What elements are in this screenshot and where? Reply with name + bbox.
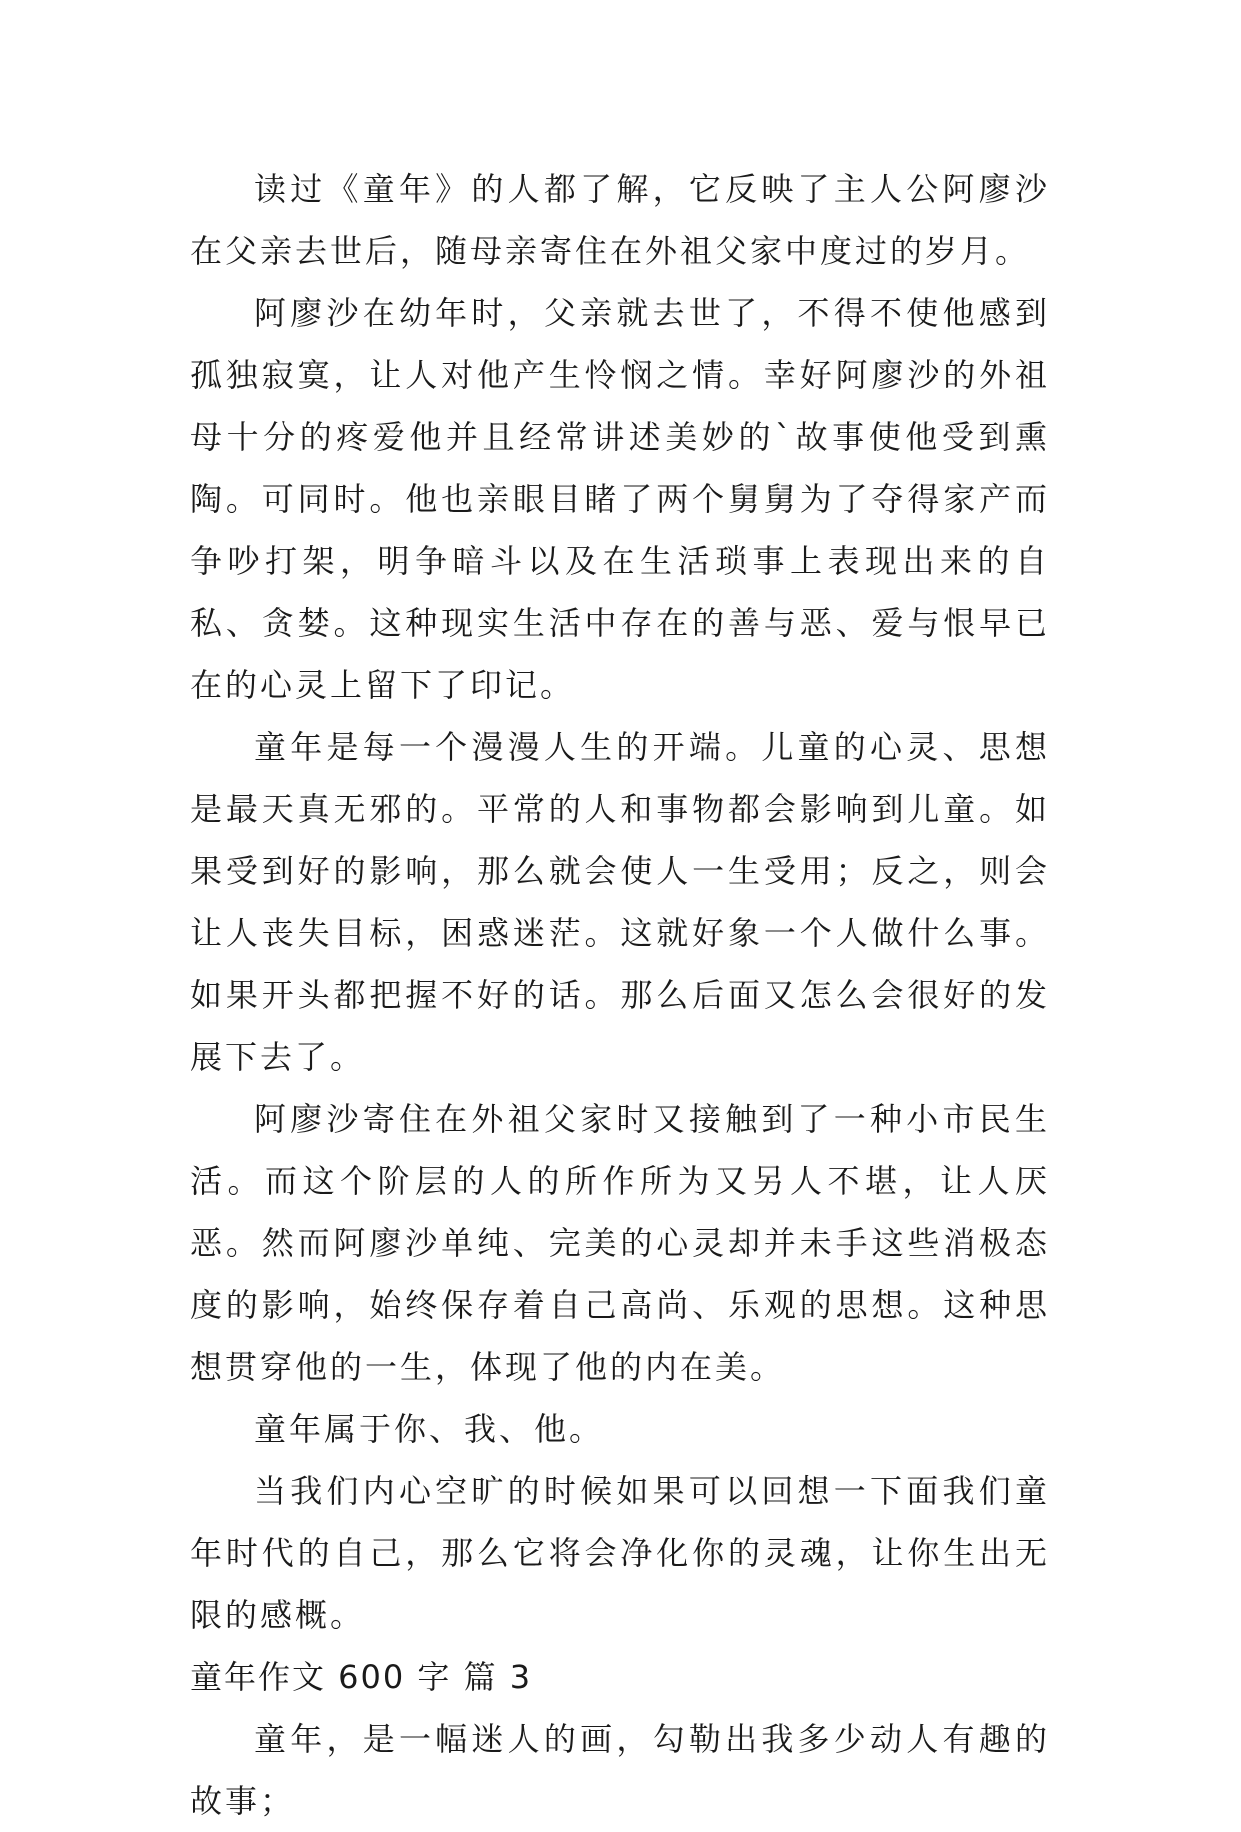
section-heading: 童年作文 600 字 篇 3 [190, 1658, 533, 1696]
paragraph-5: 童年属于你、我、他。 [254, 1410, 605, 1448]
paragraph-1: 读过《童年》的人都了解，它反映了主人公阿廖沙在父亲去世后，随母亲寄住在外祖父家中度过的岁月。 [190, 170, 1050, 270]
document-body [190, 158, 1050, 1832]
paragraph-6: 当我们内心空旷的时候如果可以回想一下面我们童年时代的自己，那么它将会净化你的灵魂，让你生出无限的感概。 [190, 1472, 1050, 1634]
paragraph-2: 阿廖沙在幼年时，父亲就去世了，不得不使他感到孤独寂寞，让人对他产生怜悯之情。幸好阿廖沙的外祖母十分的疼爱他并且经常讲述美妙的`故事使他受到熏陶。可同时。他也亲眼目睹了两个舅舅为了夺得家产而争吵打架，明争暗斗以及在生活琐事上表现出来的自私、贪婪。这种现实生活中存在的善与恶、爱与恨早已在的心灵上留下了印记。 [190, 294, 1050, 704]
paragraph-7: 童年，是一幅迷人的画，勾勒出我多少动人有趣的故事； [190, 1720, 1050, 1820]
paragraph-4: 阿廖沙寄住在外祖父家时又接触到了一种小市民生活。而这个阶层的人的所作所为又另人不堪，让人厌恶。然而阿廖沙单纯、完美的心灵却并未手这些消极态度的影响，始终保存着自己高尚、乐观的思想。这种思想贯穿他的一生，体现了他的内在美。 [190, 1100, 1050, 1386]
paragraph-3: 童年是每一个漫漫人生的开端。儿童的心灵、思想是最天真无邪的。平常的人和事物都会影响到儿童。如果受到好的影响，那么就会使人一生受用；反之，则会让人丧失目标，困惑迷茫。这就好象一个人做什么事。如果开头都把握不好的话。那么后面又怎么会很好的发展下去了。 [190, 728, 1050, 1076]
